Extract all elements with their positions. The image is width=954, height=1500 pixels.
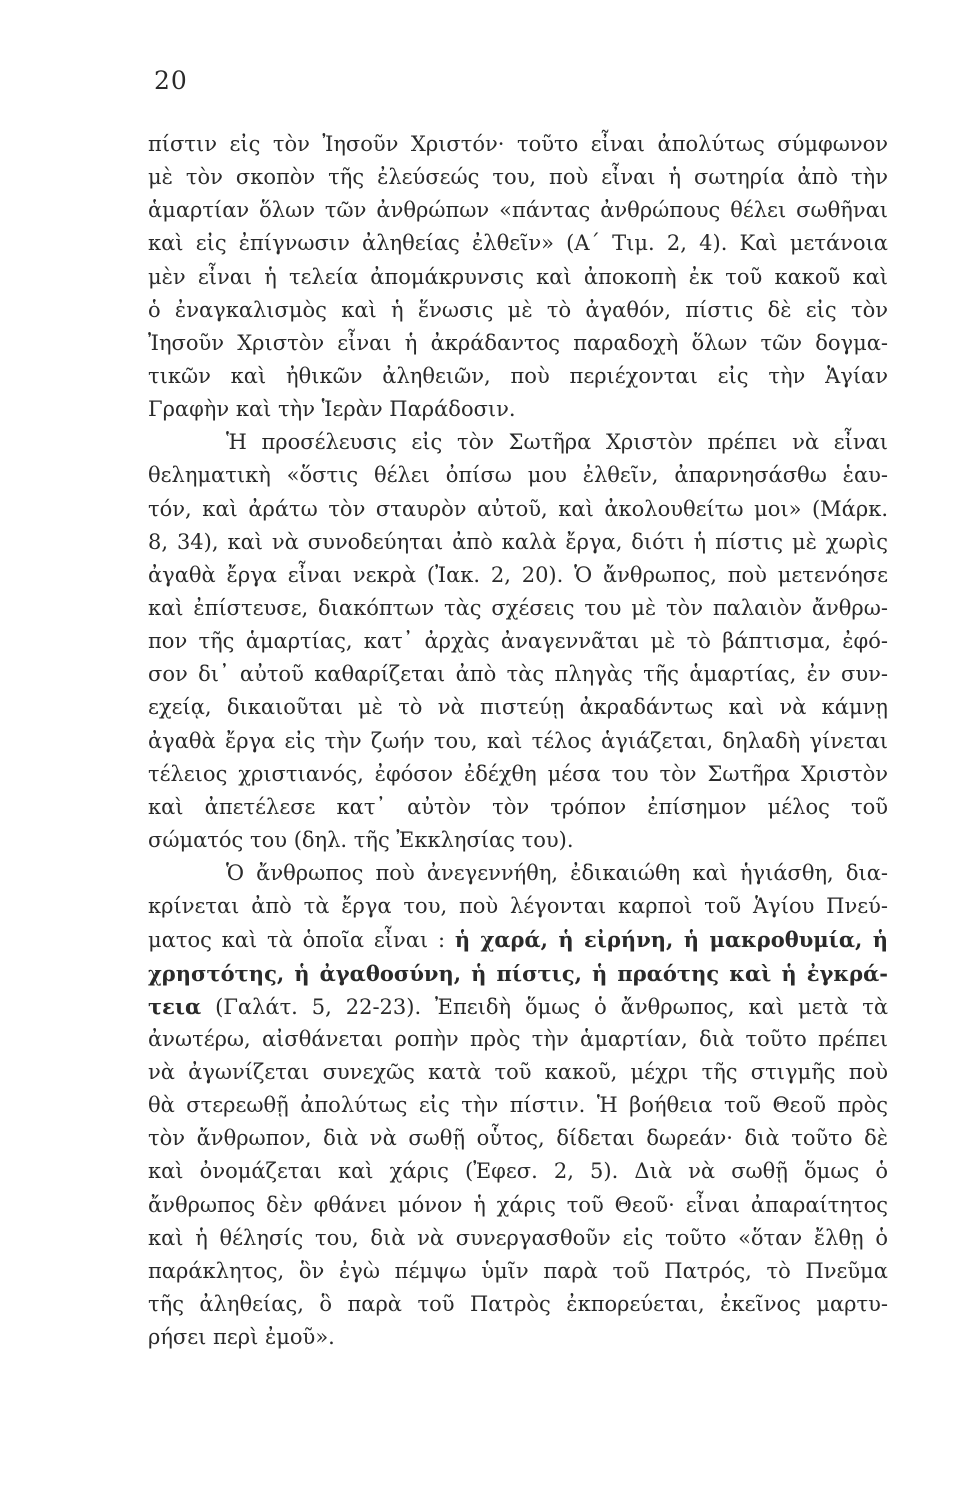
text-segment: σώματός του (δηλ. τῆς Ἐκκλησίας του). bbox=[148, 827, 574, 852]
text-line bbox=[148, 559, 888, 592]
text-segment: ἀγαθὰ ἔργα εἶναι νεκρὰ (Ἰακ. 2, 20). Ὁ ἄνθρωπος, ποὺ μετενόησε bbox=[148, 562, 888, 587]
text-segment: ὁ ἐναγκαλισμὸς καὶ ἡ ἕνωσις μὲ τὸ ἀγαθόν, πίστις δὲ εἰς τὸν bbox=[148, 297, 888, 322]
text-segment: τῆς ἀληθείας, ὃ παρὰ τοῦ Πατρὸς ἐκπορεύεται, ἐκεῖνος μαρτυ- bbox=[148, 1291, 888, 1316]
text-segment: ματος καὶ τὰ ὁποῖα εἶναι : bbox=[148, 928, 455, 953]
text-segment: Ὁ ἄνθρωπος ποὺ ἀνεγεννήθη, ἐδικαιώθη καὶ ἡγιάσθη, δια- bbox=[226, 861, 888, 886]
text-segment: ἀγαθὰ ἔργα εἰς τὴν ζωήν του, καὶ τέλος ἁγιάζεται, δηλαδὴ γίνεται bbox=[148, 728, 888, 753]
text-line bbox=[148, 1089, 888, 1122]
text-line bbox=[148, 592, 888, 625]
text-segment: θεληματικὴ «ὅστις θέλει ὀπίσω μου ἐλθεῖν, ἀπαρνησάσθω ἑαυ- bbox=[148, 463, 888, 488]
text-segment: 8, 34), καὶ νὰ συνοδεύηται ἀπὸ καλὰ ἔργα, διότι ἡ πίστις μὲ χωρὶς bbox=[148, 529, 888, 554]
text-segment: τέλειος χριστιανός, ἐφόσον ἐδέχθη μέσα του τὸν Σωτῆρα Χριστὸν bbox=[148, 761, 888, 786]
text-line bbox=[148, 493, 888, 526]
text-segment: μὲν εἶναι ἡ τελεία ἀπομάκρυνσις καὶ ἀποκοπὴ ἐκ τοῦ κακοῦ καὶ bbox=[148, 264, 888, 289]
text-line bbox=[148, 360, 888, 393]
text-segment: τικῶν καὶ ἠθικῶν ἀληθειῶν, ποὺ περιέχονται εἰς τὴν Ἁγίαν bbox=[148, 363, 888, 388]
text-segment: ἄνθρωπος δὲν φθάνει μόνον ἡ χάρις τοῦ Θεοῦ· εἶναι ἀπαραίτητος bbox=[148, 1192, 888, 1217]
text-segment: καὶ ἀπετέλεσε κατ᾿ αὐτὸν τὸν τρόπον ἐπίσημον μέλος τοῦ bbox=[148, 794, 888, 819]
emphasis-text: ἡ χαρά, ἡ εἰρήνη, ἡ μακροθυμία, ἡ bbox=[454, 927, 888, 953]
text-line bbox=[148, 625, 888, 658]
text-line bbox=[148, 1189, 888, 1222]
text-segment: ἀνωτέρω, αἰσθάνεται ροπὴν πρὸς τὴν ἁμαρτίαν, διὰ τοῦτο πρέπει bbox=[148, 1026, 888, 1051]
text-line bbox=[148, 227, 888, 260]
text-segment: καὶ ὀνομάζεται καὶ χάρις (Ἐφεσ. 2, 5). Διὰ νὰ σωθῇ ὅμως ὁ bbox=[148, 1159, 888, 1184]
text-segment: καὶ ἐπίστευσε, διακόπτων τὰς σχέσεις του μὲ τὸν παλαιὸν ἄνθρω- bbox=[148, 595, 888, 620]
text-segment: παράκλητος, ὃν ἐγὼ πέμψω ὑμῖν παρὰ τοῦ Πατρός, τὸ Πνεῦμα bbox=[148, 1258, 888, 1283]
text-line bbox=[148, 1288, 888, 1321]
text-line bbox=[148, 1255, 888, 1288]
text-line bbox=[148, 658, 888, 691]
text-segment: θὰ στερεωθῇ ἀπολύτως εἰς τὴν πίστιν. Ἡ βοήθεια τοῦ Θεοῦ πρὸς bbox=[148, 1093, 888, 1118]
text-line bbox=[148, 161, 888, 194]
text-line bbox=[148, 1155, 888, 1188]
text-line bbox=[148, 128, 888, 161]
body-text bbox=[148, 128, 888, 1354]
text-line bbox=[148, 526, 888, 559]
text-line bbox=[148, 261, 888, 294]
text-line bbox=[148, 725, 888, 758]
text-segment: κρίνεται ἀπὸ τὰ ἔργα του, ποὺ λέγονται καρποὶ τοῦ Ἁγίου Πνεύ- bbox=[148, 894, 888, 919]
text-segment: Γραφὴν καὶ τὴν Ἱερὰν Παράδοσιν. bbox=[148, 397, 516, 422]
text-segment: τὸν ἄνθρωπον, διὰ νὰ σωθῇ οὗτος, δίδεται δωρεάν· διὰ τοῦτο δὲ bbox=[148, 1126, 888, 1151]
text-line bbox=[148, 923, 888, 956]
text-segment: πον τῆς ἁμαρτίας, κατ᾿ ἀρχὰς ἀναγεννᾶται μὲ τὸ βάπτισμα, ἐφό- bbox=[148, 629, 888, 654]
text-line bbox=[148, 857, 888, 890]
text-segment: καὶ εἰς ἐπίγνωσιν ἀληθείας ἐλθεῖν» (Α΄ Τιμ. 2, 4). Καὶ μετάνοια bbox=[148, 231, 888, 256]
text-segment: καὶ ἡ θέλησίς του, διὰ νὰ συνεργασθοῦν εἰς τοῦτο «ὅταν ἔλθῃ ὁ bbox=[148, 1225, 888, 1250]
text-line bbox=[148, 957, 888, 990]
text-line bbox=[148, 393, 888, 426]
text-line bbox=[148, 1122, 888, 1155]
text-line bbox=[148, 327, 888, 360]
text-segment: ρήσει περὶ ἐμοῦ». bbox=[148, 1325, 335, 1350]
text-segment: μὲ τὸν σκοπὸν τῆς ἐλεύσεώς του, ποὺ εἶναι ἡ σωτηρία ἀπὸ τὴν bbox=[148, 165, 888, 190]
text-segment: πίστιν εἰς τὸν Ἰησοῦν Χριστόν· τοῦτο εἶναι ἀπολύτως σύμφωνον bbox=[148, 132, 888, 156]
text-line bbox=[148, 1056, 888, 1089]
emphasis-text: τεια bbox=[148, 993, 202, 1019]
text-line bbox=[148, 824, 888, 857]
text-line bbox=[148, 1321, 888, 1354]
text-line bbox=[148, 691, 888, 724]
page-number: 20 bbox=[154, 66, 188, 95]
text-segment: (Γαλάτ. 5, 22-23). Ἐπειδὴ ὅμως ὁ ἄνθρωπος, καὶ μετὰ τὰ bbox=[201, 994, 888, 1019]
emphasis-text: χρηστότης, ἡ ἀγαθοσύνη, ἡ πίστις, ἡ πραότης καὶ ἡ ἐγκρά- bbox=[148, 960, 888, 986]
text-segment: Ἡ προσέλευσις εἰς τὸν Σωτῆρα Χριστὸν πρέπει νὰ εἶναι bbox=[226, 430, 888, 455]
text-line bbox=[148, 294, 888, 327]
text-segment: νὰ ἀγωνίζεται συνεχῶς κατὰ τοῦ κακοῦ, μέχρι τῆς στιγμῆς ποὺ bbox=[148, 1059, 888, 1084]
text-line bbox=[148, 990, 888, 1023]
text-line bbox=[148, 890, 888, 923]
text-segment: ἁμαρτίαν ὅλων τῶν ἀνθρώπων «πάντας ἀνθρώπους θέλει σωθῆναι bbox=[148, 198, 888, 223]
text-segment: εχείᾳ, δικαιοῦται μὲ τὸ νὰ πιστεύῃ ἀκραδάντως καὶ νὰ κάμνῃ bbox=[148, 695, 888, 720]
text-line bbox=[148, 426, 888, 459]
text-line bbox=[148, 194, 888, 227]
text-line bbox=[148, 758, 888, 791]
text-line bbox=[148, 459, 888, 492]
text-segment: σον δι᾿ αὐτοῦ καθαρίζεται ἀπὸ τὰς πληγὰς τῆς ἁμαρτίας, ἐν συν- bbox=[148, 662, 888, 687]
text-line bbox=[148, 1023, 888, 1056]
text-line bbox=[148, 1222, 888, 1255]
text-segment: Ἰησοῦν Χριστὸν εἶναι ἡ ἀκράδαντος παραδοχὴ ὅλων τῶν δογμα- bbox=[148, 330, 888, 355]
text-segment: τόν, καὶ ἀράτω τὸν σταυρὸν αὐτοῦ, καὶ ἀκολουθείτω μοι» (Μάρκ. bbox=[148, 496, 888, 521]
text-line bbox=[148, 791, 888, 824]
